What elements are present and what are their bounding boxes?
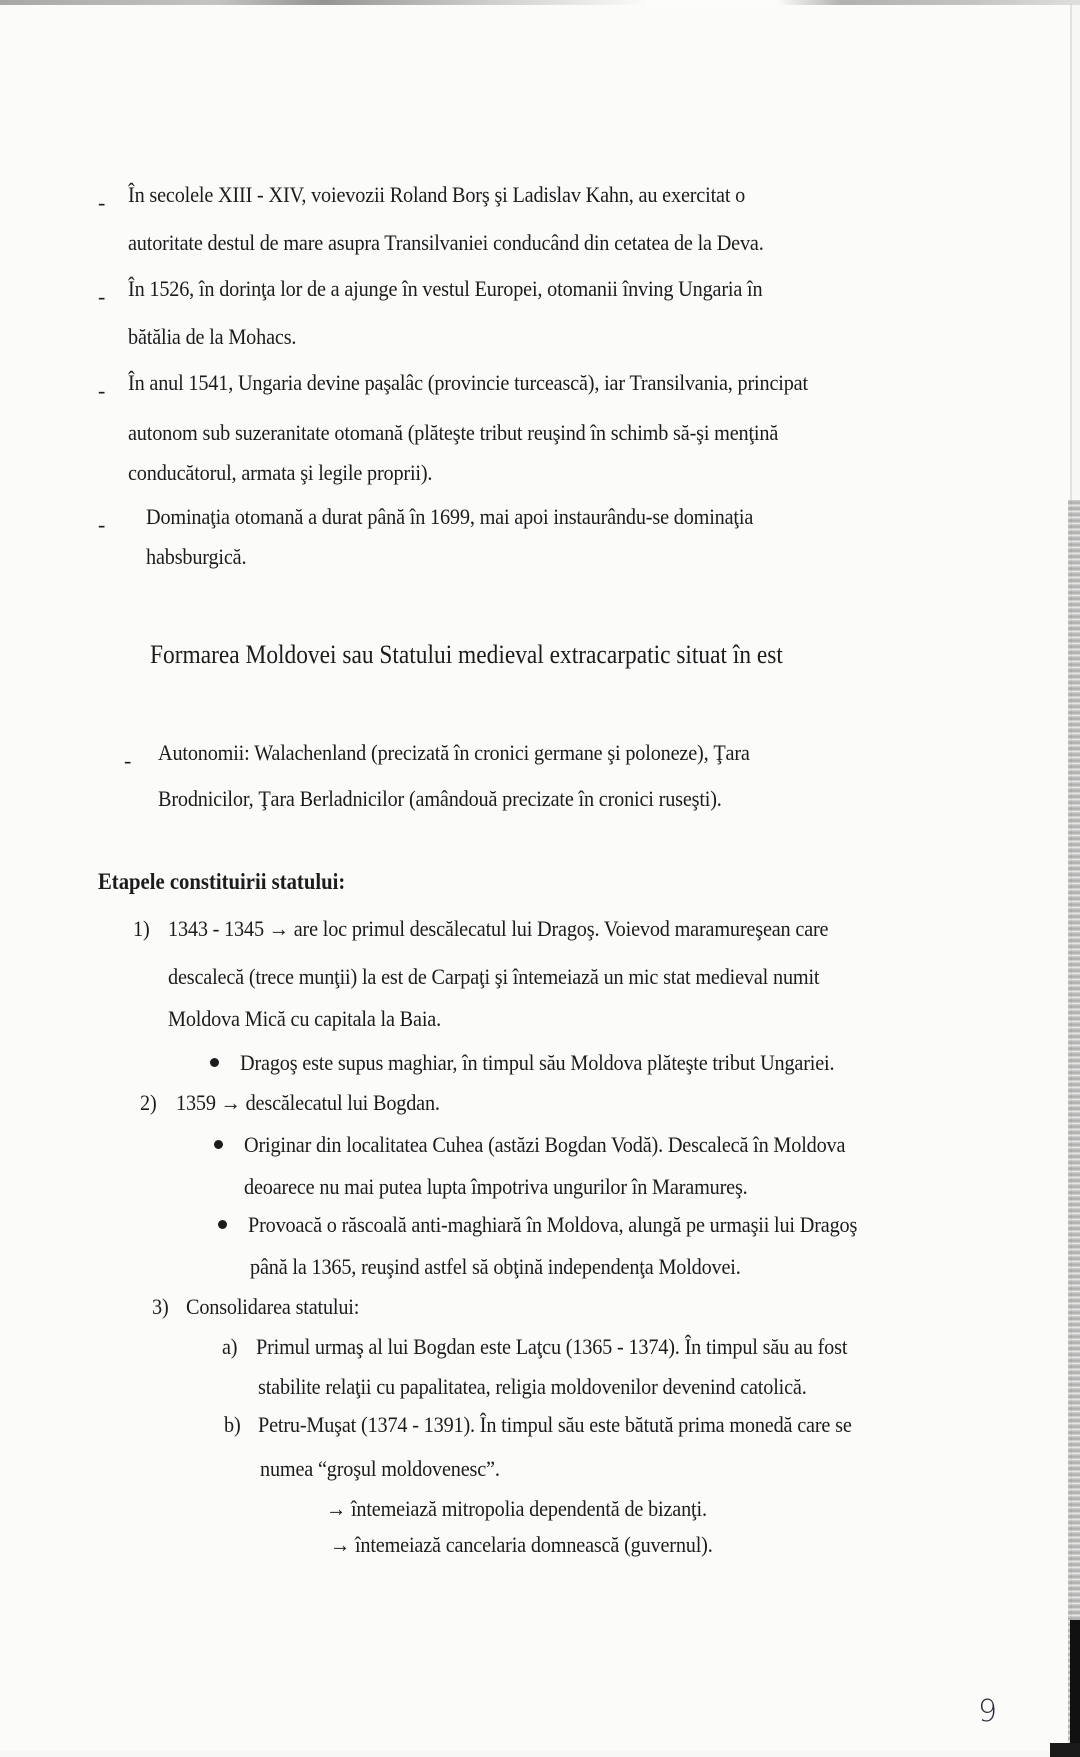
paragraph-line: Dominaţia otomană a durat până în 1699, mai apoi instaurându-se dominaţia xyxy=(146,504,754,529)
stage-line: Consolidarea statului: xyxy=(186,1294,360,1319)
bullet-dot-icon xyxy=(218,1220,227,1229)
stage-line: descalecă (trece munţii) la est de Carpaţi şi întemeiază un mic stat medieval numit xyxy=(168,964,820,989)
page-number: 9 xyxy=(978,1694,998,1729)
paragraph-line: autonom sub suzeranitate otomană (plăteşte tribut reuşind în schimb să-şi menţină xyxy=(128,420,779,445)
arrow-line: → întemeiază mitropolia dependentă de bizanţi. xyxy=(326,1496,707,1521)
paragraph-line: În secolele XIII - XIV, voievozii Roland Borş şi Ladislav Kahn, au exercitat o xyxy=(128,182,746,207)
paragraph-line: În 1526, în dorinţa lor de a ajunge în vestul Europei, otomanii înving Ungaria în xyxy=(128,276,763,301)
dash-bullet: - xyxy=(98,284,106,309)
paragraph-line: În anul 1541, Ungaria devine paşalâc (provincie turcească), iar Transilvania, principat xyxy=(128,370,808,395)
substep-line: stabilite relaţii cu papalitatea, religia moldovenilor devenind catolică. xyxy=(258,1374,807,1399)
stages-heading: Etapele constituirii statului: xyxy=(98,869,346,894)
stage-bullet-line: Provoacă o răscoală anti-maghiară în Moldova, alungă pe urmaşii lui Dragoş xyxy=(248,1212,858,1237)
list-marker: 1) xyxy=(133,916,150,941)
paragraph-line: Autonomii: Walachenland (precizată în cronici germane şi poloneze), Ţara xyxy=(158,740,750,765)
stage-bullet-line: Dragoş este supus maghiar, în timpul său Moldova plăteşte tribut Ungariei. xyxy=(240,1050,835,1075)
scan-right-shadow xyxy=(1070,1620,1080,1757)
bullet-dot-icon xyxy=(214,1140,223,1149)
list-marker: 3) xyxy=(152,1294,169,1319)
section-title: Formarea Moldovei sau Statului medieval extracarpatic situat în est xyxy=(150,640,783,669)
stage-bullet-line: Originar din localitatea Cuhea (astăzi Bogdan Vodă). Descalecă în Moldova xyxy=(244,1132,846,1157)
paragraph-line: bătălia de la Mohacs. xyxy=(128,324,297,349)
list-marker: b) xyxy=(224,1412,241,1437)
dash-bullet: - xyxy=(98,378,106,403)
list-marker: a) xyxy=(222,1334,238,1359)
paragraph-line: Brodnicilor, Ţara Berladnicilor (amândouă precizate în cronici ruseşti). xyxy=(158,786,722,811)
paragraph-line: autoritate destul de mare asupra Transilvaniei conducând din cetatea de la Deva. xyxy=(128,230,764,255)
substep-line: Petru-Muşat (1374 - 1391). În timpul său este bătută prima monedă care se xyxy=(258,1412,852,1437)
stage-line: 1359 → descălecatul lui Bogdan. xyxy=(176,1090,440,1115)
arrow-line: → întemeiază cancelaria domnească (guvernul). xyxy=(330,1532,713,1557)
dash-bullet: - xyxy=(98,512,106,537)
dash-bullet: - xyxy=(98,190,106,215)
scan-right-edge xyxy=(1068,500,1080,1757)
bullet-dot-icon xyxy=(210,1058,219,1067)
stage-bullet-line: deoarece nu mai putea lupta împotriva ungurilor în Maramureş. xyxy=(244,1174,748,1199)
stage-line: Moldova Mică cu capitala la Baia. xyxy=(168,1006,441,1031)
substep-line: numea “groşul moldovenesc”. xyxy=(260,1456,500,1481)
substep-line: Primul urmaş al lui Bogdan este Laţcu (1365 - 1374). În timpul său au fost xyxy=(256,1334,848,1359)
document-page xyxy=(0,4,1072,1751)
scan-bottom-corner xyxy=(1050,1743,1080,1757)
list-marker: 2) xyxy=(140,1090,157,1115)
paragraph-line: habsburgică. xyxy=(146,544,247,569)
stage-line: 1343 - 1345 → are loc primul descălecatul lui Dragoş. Voievod maramureşean care xyxy=(168,916,829,941)
scan-top-edge xyxy=(0,0,1080,5)
stage-bullet-line: până la 1365, reuşind astfel să obţină independenţa Moldovei. xyxy=(250,1254,741,1279)
paragraph-line: conducătorul, armata şi legile proprii). xyxy=(128,460,433,485)
dash-bullet: - xyxy=(124,748,132,773)
